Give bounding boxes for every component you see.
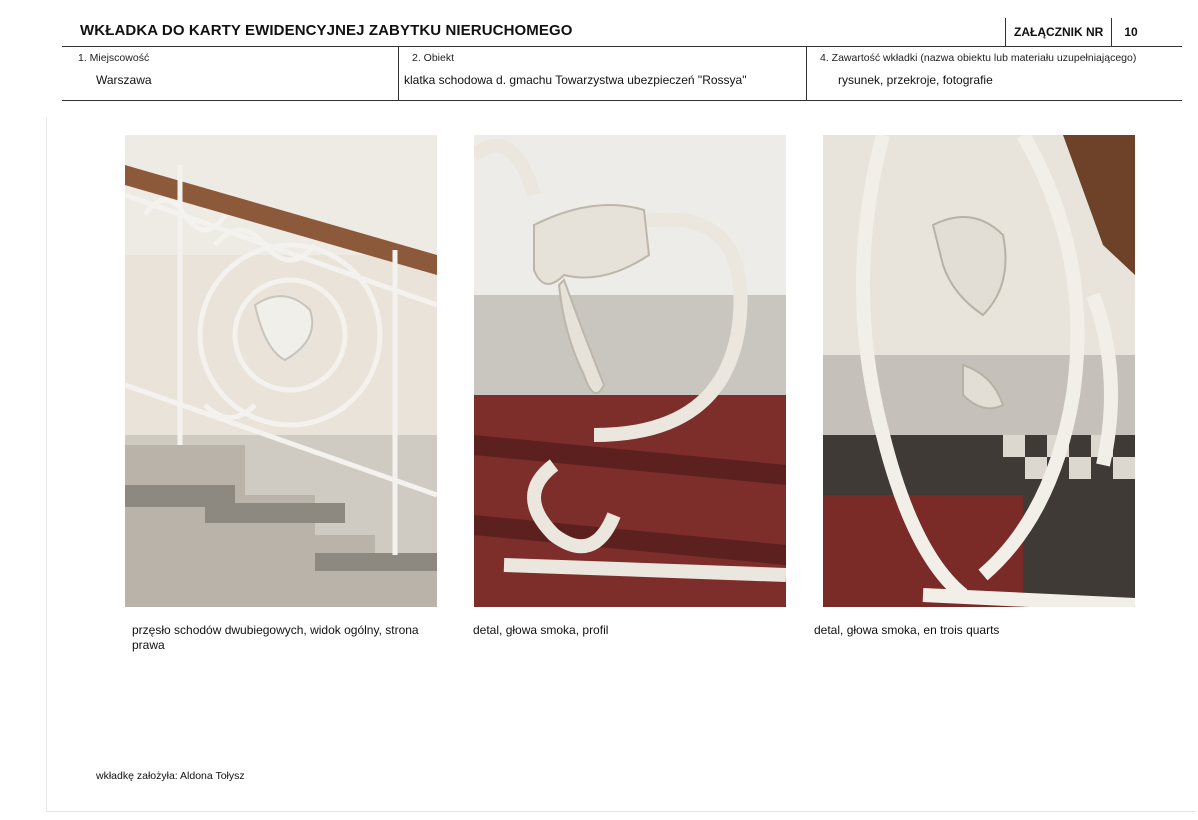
header-top-rule — [62, 46, 1182, 47]
content-value: rysunek, przekroje, fotografie — [838, 73, 993, 87]
content-label: 4. Zawartość wkładki (nazwa obiektu lub materiału uzupełniającego) — [820, 52, 1137, 64]
staircase-illustration — [125, 135, 437, 607]
field-divider-1 — [398, 46, 399, 100]
photo-dragon-head-three-quarter — [823, 135, 1135, 607]
footer-author: wkładkę założyła: Aldona Tołysz — [96, 770, 245, 782]
annex-label: ZAŁĄCZNIK NR — [1014, 25, 1104, 39]
object-label: 2. Obiekt — [412, 52, 455, 64]
photo-dragon-head-profile — [474, 135, 786, 607]
location-value: Warszawa — [96, 73, 152, 87]
object-value: klatka schodowa d. gmachu Towarzystwa ubezpieczeń "Rossya" — [404, 73, 747, 87]
document-title: WKŁADKA DO KARTY EWIDENCYJNEJ ZABYTKU NIERUCHOMEGO — [80, 22, 573, 39]
caption-photo-3: detal, głowa smoka, en trois quarts — [814, 623, 1000, 637]
dragon-three-quarter-illustration — [823, 135, 1135, 607]
annex-box — [1005, 18, 1148, 46]
header-bottom-rule — [62, 100, 1182, 101]
caption-photo-1: przęsło schodów dwubiegowych, widok ogólny, strona prawa — [132, 623, 419, 652]
caption-photo-2: detal, głowa smoka, profil — [473, 623, 609, 637]
field-divider-2 — [806, 46, 807, 100]
sheet-edge — [46, 118, 47, 812]
photo-staircase-span — [125, 135, 437, 607]
sheet-bottom-edge — [46, 811, 1196, 812]
dragon-profile-illustration — [474, 135, 786, 607]
annex-number: 10 — [1111, 18, 1147, 46]
location-label: 1. Miejscowość — [78, 52, 150, 64]
